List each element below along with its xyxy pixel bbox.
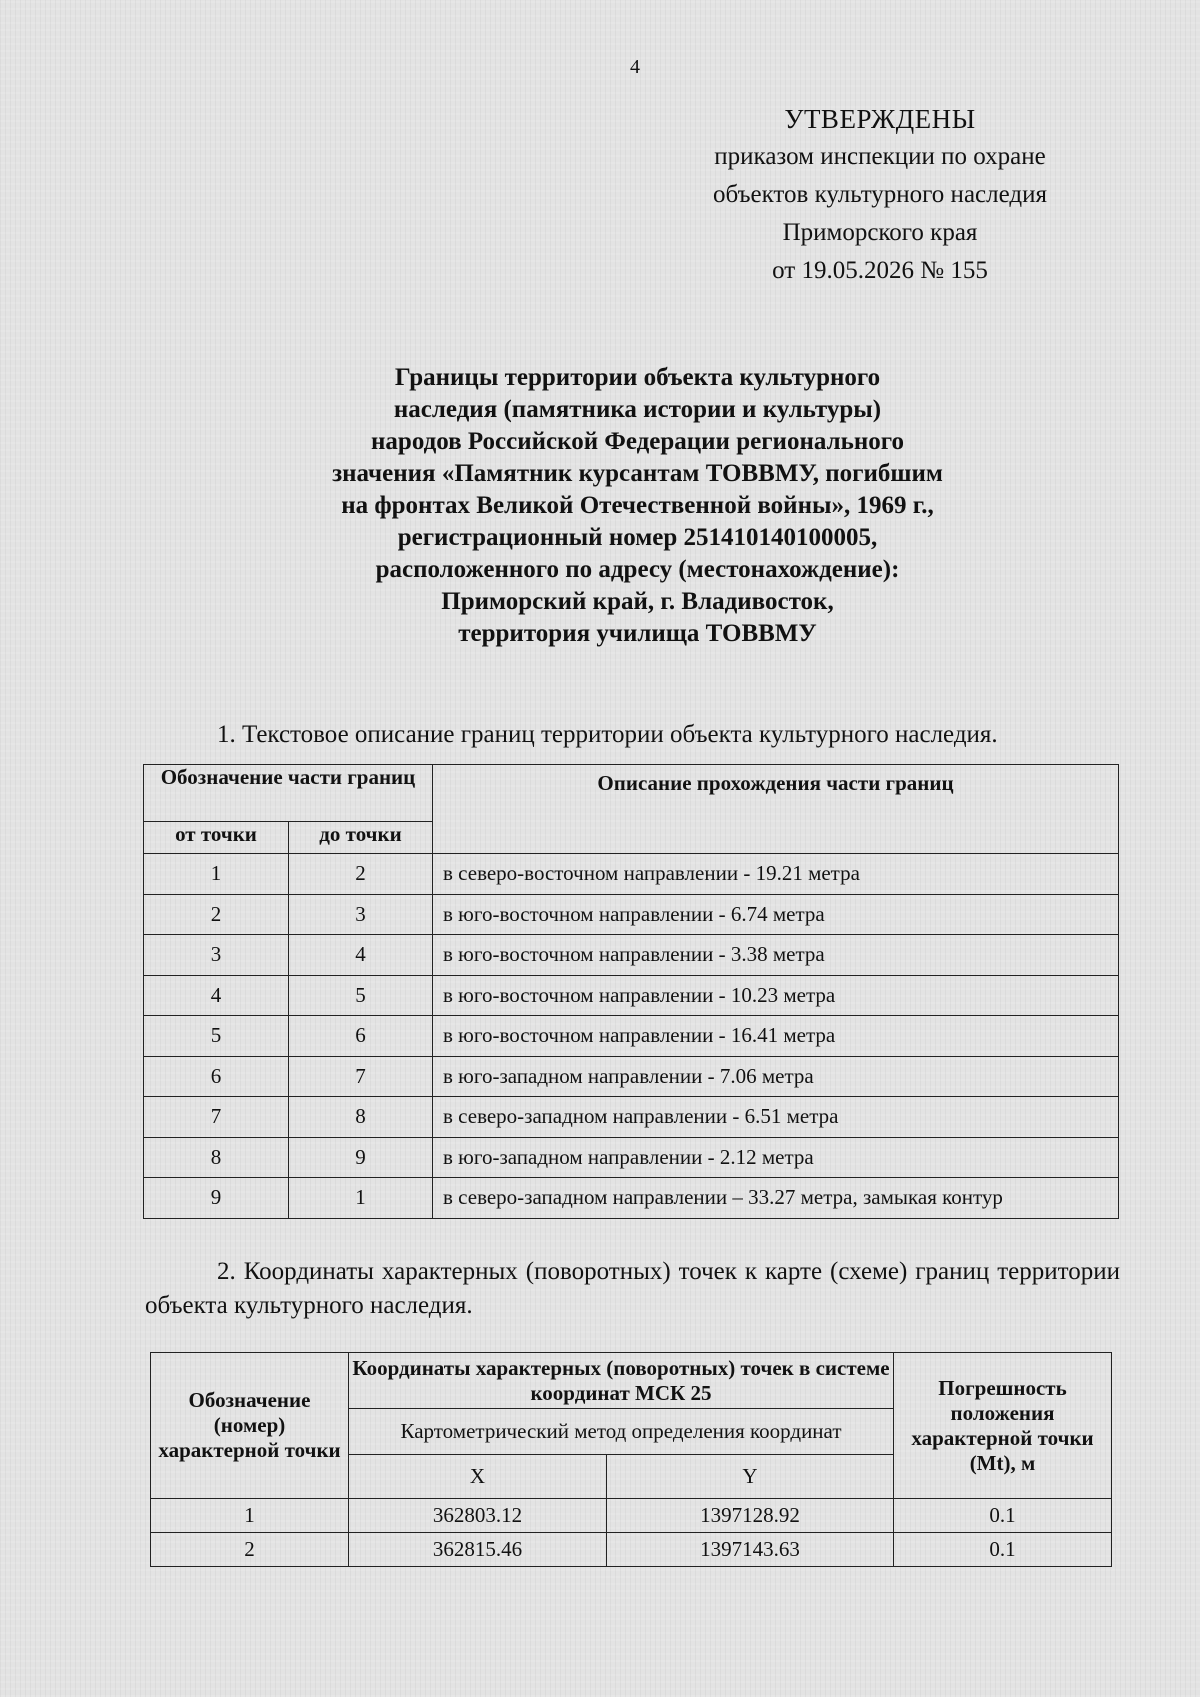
table-row xyxy=(144,894,1119,935)
cell-description: в юго-восточном направлении - 16.41 метра xyxy=(433,1016,1119,1057)
header-error: Погрешность положения характерной точки (Mt), м xyxy=(894,1353,1112,1499)
cell-description: в северо-западном направлении - 6.51 метра xyxy=(433,1097,1119,1138)
table-row xyxy=(144,975,1119,1016)
cell-from: 1 xyxy=(144,854,289,895)
title-line: значения «Памятник курсантам ТОВВМУ, погибшим xyxy=(332,460,943,487)
approval-date: от 19.05.2026 № 155 xyxy=(772,257,988,284)
cell-description: в юго-восточном направлении - 6.74 метра xyxy=(433,894,1119,935)
cell-from: 6 xyxy=(144,1056,289,1097)
header-from: от точки xyxy=(144,822,289,854)
title-line: на фронтах Великой Отечественной войны», 1969 г., xyxy=(341,492,934,519)
cell-description: в северо-восточном направлении - 19.21 метра xyxy=(433,854,1119,895)
header-coordinates: Координаты характерных (поворотных) точек в системе координат МСК 25 xyxy=(349,1353,894,1409)
page-number: 4 xyxy=(630,56,640,78)
header-x: X xyxy=(349,1455,607,1499)
table-row xyxy=(144,1016,1119,1057)
cell-from: 3 xyxy=(144,935,289,976)
cell-error: 0.1 xyxy=(894,1499,1112,1533)
cell-to: 6 xyxy=(289,1016,433,1057)
title-line: наследия (памятника истории и культуры) xyxy=(393,396,882,423)
header-point: Обозначение (номер) характерной точки xyxy=(151,1353,349,1499)
cell-to: 3 xyxy=(289,894,433,935)
cell-point: 1 xyxy=(151,1499,349,1533)
approval-line: Приморского края xyxy=(782,219,978,246)
cell-description: в юго-восточном направлении - 3.38 метра xyxy=(433,935,1119,976)
cell-y: 1397143.63 xyxy=(607,1533,894,1567)
table-row xyxy=(144,1097,1119,1138)
title-line: народов Российской Федерации регионального xyxy=(371,428,904,455)
title-line: Границы территории объекта культурного xyxy=(394,364,881,391)
cell-from: 7 xyxy=(144,1097,289,1138)
cell-from: 5 xyxy=(144,1016,289,1057)
cell-error: 0.1 xyxy=(894,1533,1112,1567)
cell-x: 362815.46 xyxy=(349,1533,607,1567)
approval-line: объектов культурного наследия xyxy=(713,181,1047,208)
header-y: Y xyxy=(607,1455,894,1499)
cell-from: 9 xyxy=(144,1178,289,1219)
table-row xyxy=(144,935,1119,976)
table-row xyxy=(144,1178,1119,1219)
cell-y: 1397128.92 xyxy=(607,1499,894,1533)
section-1-heading: 1. Текстовое описание границ территории объекта культурного наследия. xyxy=(217,721,998,748)
header-part: Обозначение части границ xyxy=(144,765,433,822)
cell-from: 4 xyxy=(144,975,289,1016)
boundary-description-table xyxy=(143,764,1119,1219)
table-row xyxy=(144,1137,1119,1178)
title-line: расположенного по адресу (местонахождение): xyxy=(375,556,900,583)
approval-block xyxy=(680,100,1080,290)
table-row xyxy=(144,854,1119,895)
cell-to: 1 xyxy=(289,1178,433,1219)
table-row xyxy=(151,1533,1112,1567)
cell-to: 4 xyxy=(289,935,433,976)
header-method: Картометрический метод определения координат xyxy=(349,1409,894,1455)
cell-description: в северо-западном направлении – 33.27 метра, замыкая контур xyxy=(433,1178,1119,1219)
cell-to: 2 xyxy=(289,854,433,895)
title-line: территория училища ТОВВМУ xyxy=(458,620,817,647)
cell-to: 5 xyxy=(289,975,433,1016)
header-description: Описание прохождения части границ xyxy=(433,765,1119,854)
document-title xyxy=(240,362,1035,650)
cell-description: в юго-западном направлении - 7.06 метра xyxy=(433,1056,1119,1097)
cell-x: 362803.12 xyxy=(349,1499,607,1533)
header-to: до точки xyxy=(289,822,433,854)
cell-to: 9 xyxy=(289,1137,433,1178)
cell-point: 2 xyxy=(151,1533,349,1567)
cell-description: в юго-восточном направлении - 10.23 метра xyxy=(433,975,1119,1016)
cell-to: 7 xyxy=(289,1056,433,1097)
coordinates-table xyxy=(150,1352,1112,1567)
table-row xyxy=(151,1499,1112,1533)
cell-from: 8 xyxy=(144,1137,289,1178)
title-line: Приморский край, г. Владивосток, xyxy=(441,588,834,615)
cell-description: в юго-западном направлении - 2.12 метра xyxy=(433,1137,1119,1178)
title-line: регистрационный номер 251410140100005, xyxy=(397,524,878,551)
cell-to: 8 xyxy=(289,1097,433,1138)
approval-heading: УТВЕРЖДЕНЫ xyxy=(784,104,976,134)
approval-line: приказом инспекции по охране xyxy=(714,143,1046,170)
cell-from: 2 xyxy=(144,894,289,935)
table-row xyxy=(144,1056,1119,1097)
section-2-heading: 2. Координаты характерных (поворотных) точек к карте (схеме) границ территории объекта культурного наследия. xyxy=(145,1258,1120,1319)
